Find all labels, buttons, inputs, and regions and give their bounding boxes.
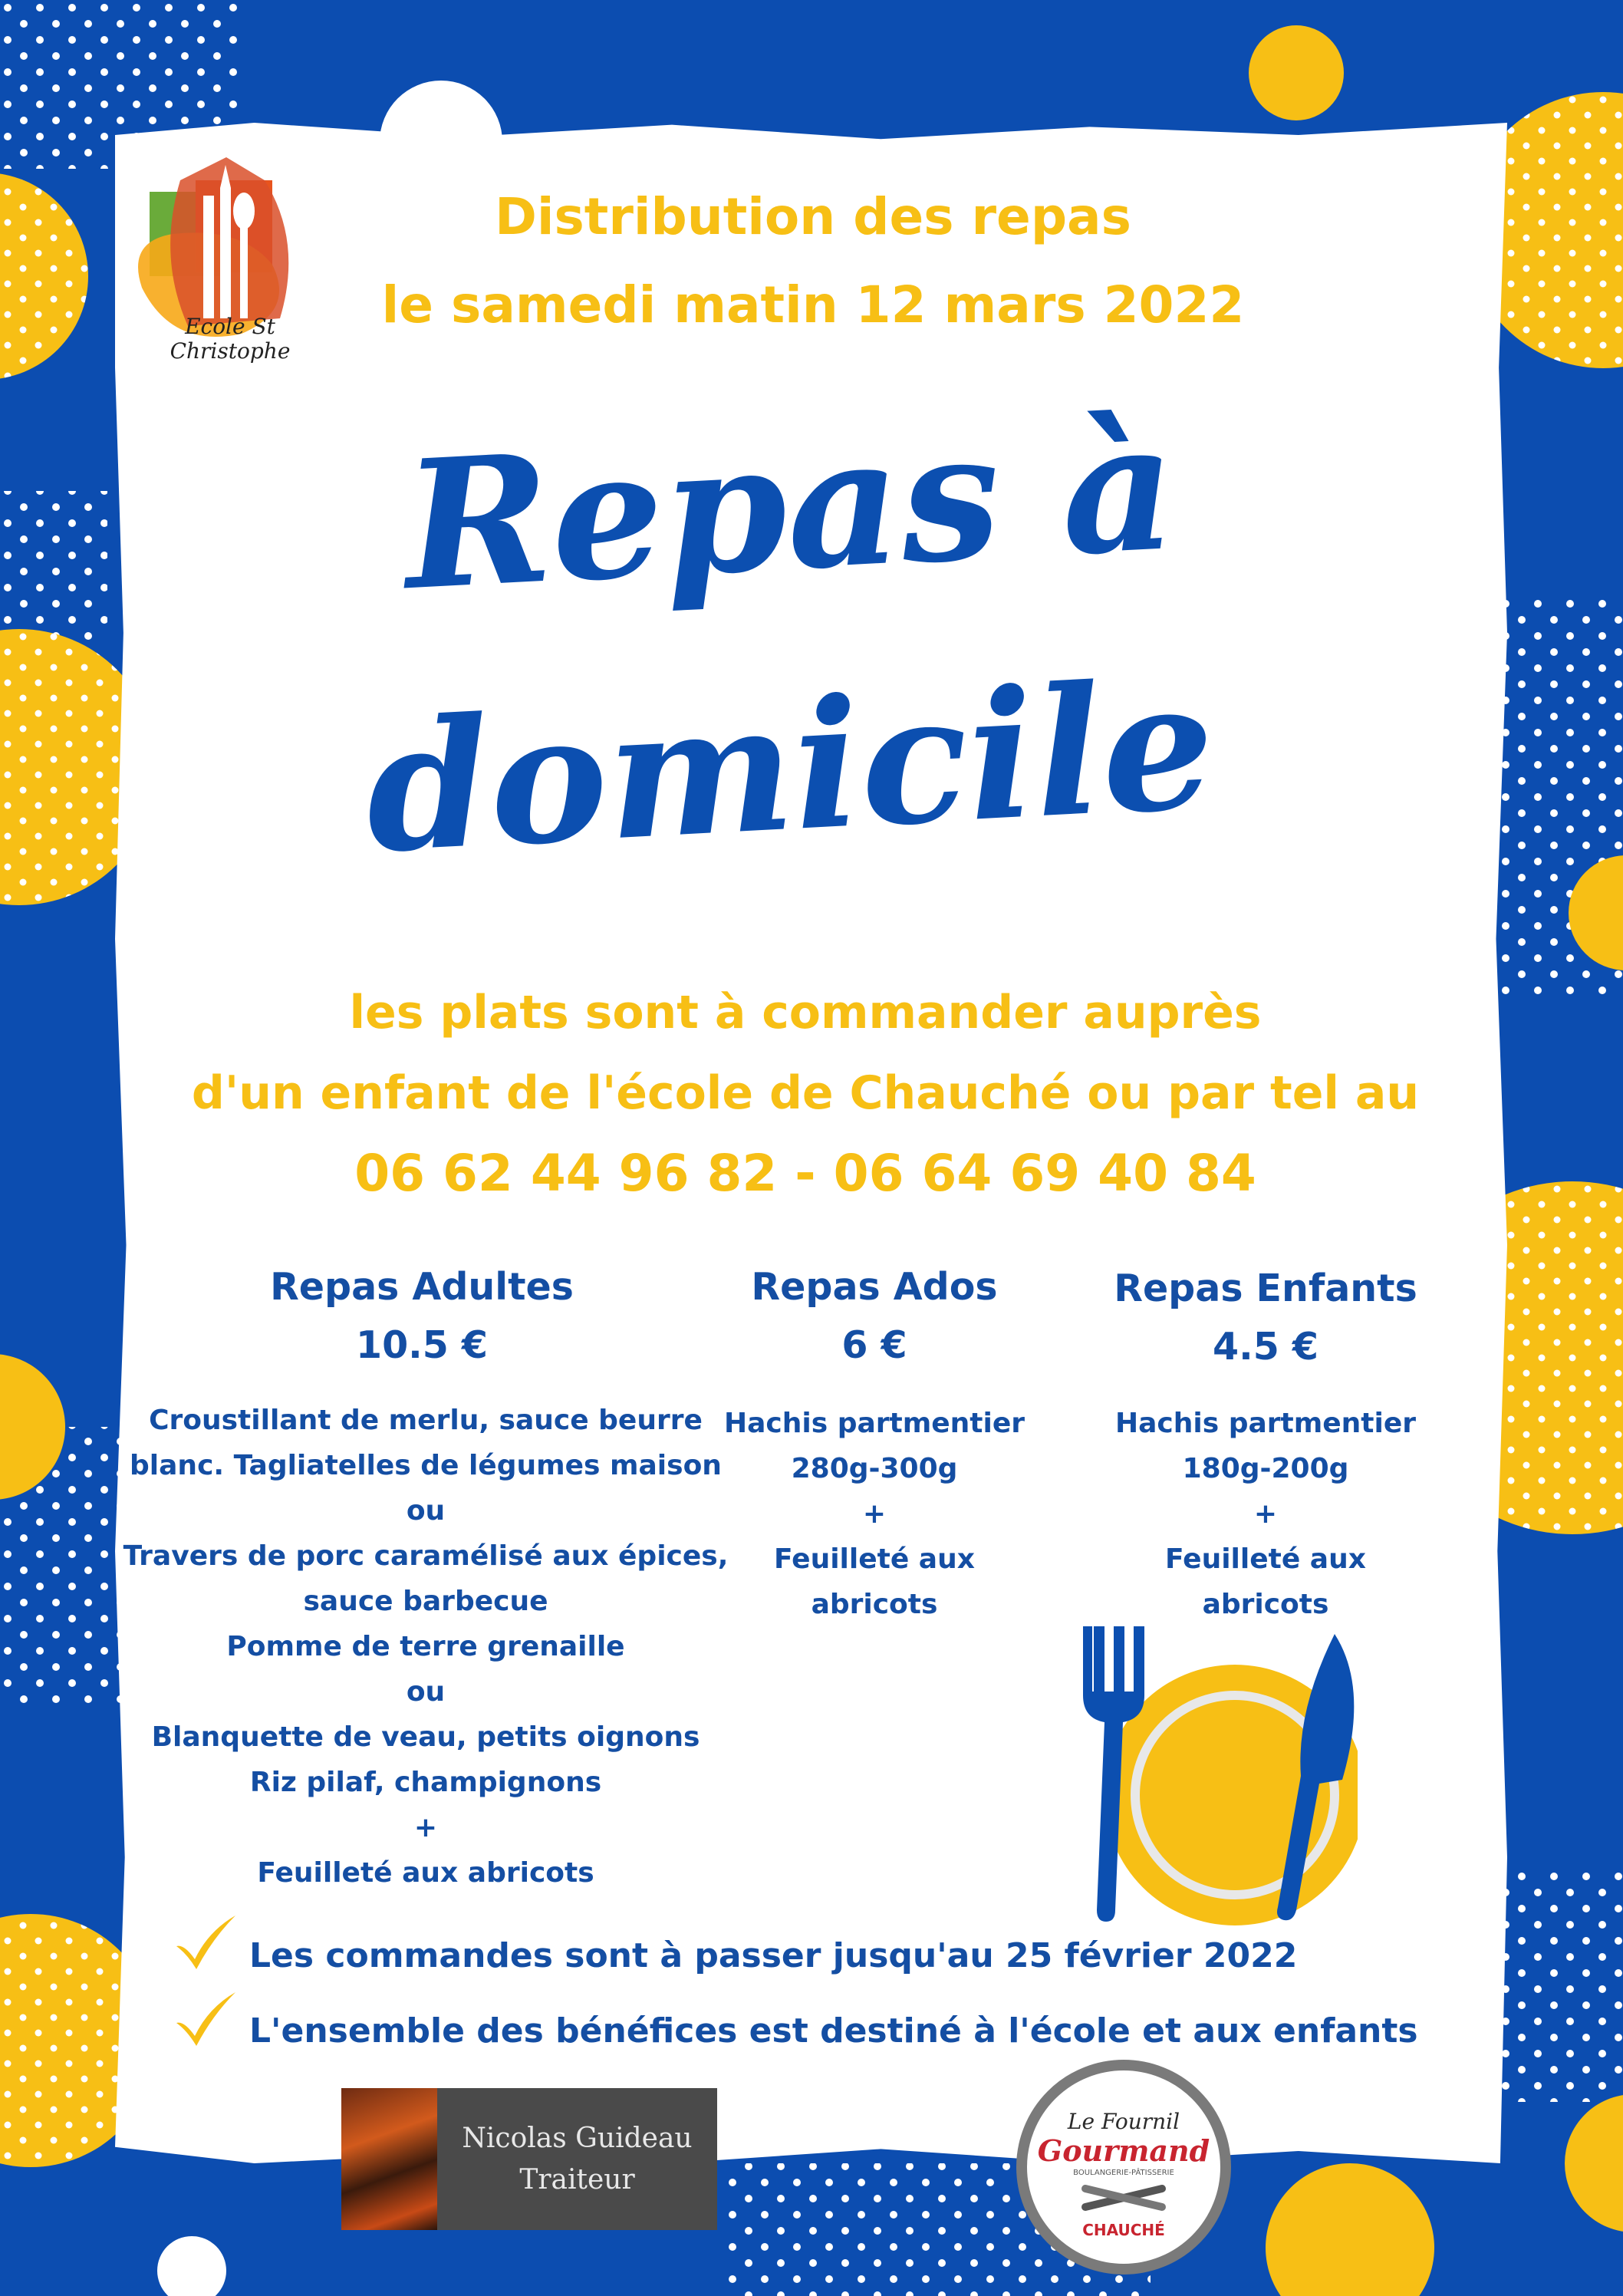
school-logo-text: Ecole St Christophe — [170, 314, 291, 364]
baguette-icon — [1078, 2182, 1170, 2213]
menu-line: Feuilleté aux abricots — [257, 1857, 594, 1889]
phone-numbers: 06 62 44 96 82 - 06 64 69 40 84 — [354, 1144, 1256, 1203]
menu-line: Croustillant de merlu, sauce beurre — [149, 1405, 703, 1436]
traiteur-name: Nicolas Guideau — [462, 2123, 693, 2154]
check-icon — [170, 1912, 239, 1973]
teen-menu-title: Repas Ados — [751, 1265, 998, 1309]
check-icon — [170, 1988, 239, 2050]
menu-line: 180g-200g — [1182, 1453, 1349, 1484]
note-benefits: L'ensemble des bénéfices est destiné à l'école et aux enfants — [249, 2011, 1418, 2051]
menu-line: Pomme de terre grenaille — [226, 1631, 625, 1662]
adult-menu-title: Repas Adultes — [270, 1265, 574, 1309]
traiteur-logo — [341, 2088, 717, 2230]
menu-line: Hachis partmentier — [1115, 1408, 1416, 1439]
menu-line: abricots — [1202, 1589, 1329, 1620]
menu-line: + — [413, 1812, 438, 1843]
adult-menu-list — [123, 1398, 729, 1896]
menu-line: + — [862, 1498, 887, 1530]
distribution-line-2: le samedi matin 12 mars 2022 — [381, 275, 1245, 334]
menu-line: ou — [406, 1495, 446, 1527]
traiteur-photo — [341, 2088, 437, 2230]
title-line-1: Repas à — [399, 382, 1181, 631]
menu-line: sauce barbecue — [303, 1586, 548, 1617]
kid-menu-price: 4.5 € — [1213, 1325, 1318, 1369]
menu-line: + — [1253, 1498, 1278, 1530]
kid-menu-list — [1074, 1401, 1457, 1627]
kid-menu-title: Repas Enfants — [1114, 1267, 1417, 1310]
menu-line: Blanquette de veau, petits oignons — [151, 1721, 700, 1753]
teen-menu-list — [706, 1401, 1043, 1627]
menu-line: blanc. Tagliatelles de légumes maison — [130, 1450, 722, 1481]
menu-line: Travers de porc caramélisé aux épices, — [123, 1540, 729, 1572]
menu-line: abricots — [811, 1589, 938, 1620]
school-logo — [127, 150, 326, 380]
traiteur-subtitle: Traiteur — [519, 2164, 635, 2196]
title-line-2: domicile — [360, 641, 1220, 893]
menu-line: 280g-300g — [791, 1453, 958, 1484]
adult-menu-price: 10.5 € — [355, 1323, 489, 1367]
teen-menu-price: 6 € — [841, 1323, 907, 1367]
boulangerie-city: CHAUCHÉ — [1082, 2221, 1165, 2239]
menu-line: Hachis partmentier — [724, 1408, 1025, 1439]
boulangerie-name-2: Gourmand — [1037, 2133, 1210, 2168]
distribution-line-1: Distribution des repas — [495, 187, 1131, 246]
menu-line: Feuilleté aux — [774, 1543, 975, 1575]
order-line-2: d'un enfant de l'école de Chauché ou par tel au — [191, 1066, 1420, 1120]
menu-line: Feuilleté aux — [1165, 1543, 1366, 1575]
menu-line: ou — [406, 1676, 446, 1708]
boulangerie-subtitle: BOULANGERIE-PÂTISSERIE — [1073, 2169, 1174, 2177]
menu-line: Riz pilaf, champignons — [249, 1767, 602, 1798]
note-deadline: Les commandes sont à passer jusqu'au 25 février 2022 — [249, 1936, 1298, 1975]
boulangerie-name-1: Le Fournil — [1067, 2109, 1180, 2134]
order-line-1: les plats sont à commander auprès — [349, 986, 1262, 1039]
fork-plate-knife-icon — [1066, 1619, 1358, 1925]
boulangerie-logo — [1016, 2060, 1231, 2275]
